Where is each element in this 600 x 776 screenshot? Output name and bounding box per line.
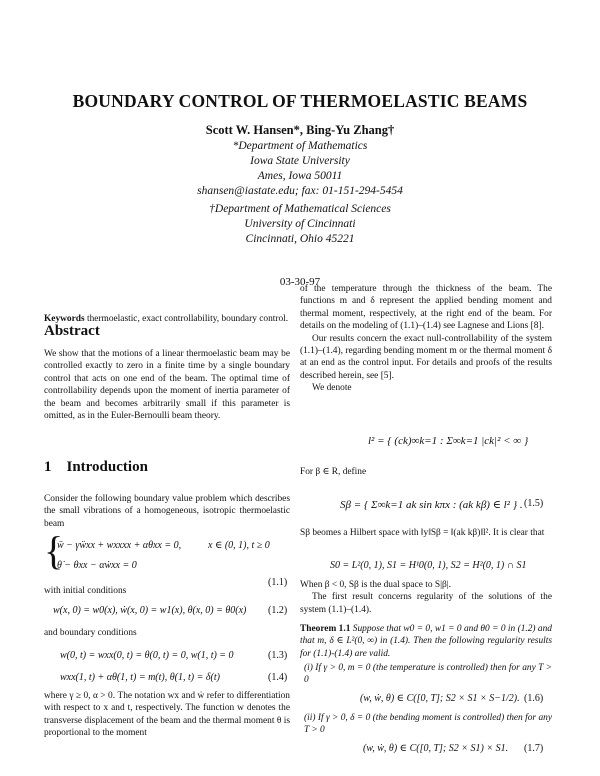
initial-conditions-label: with initial conditions bbox=[44, 586, 127, 596]
aff1-line: *Department of Mathematics bbox=[232, 140, 368, 152]
paragraph: of the temperature through the thickness of the beam. The functions m and δ represent the applied bending moment and thermal moment, respectively, at the right end of the beam. For details on the modeling of (1.1)–(1.4) see Lagnese and Lions [8]. bbox=[300, 284, 552, 332]
paper-authors: Scott W. Hansen*, Bing-Yu Zhang† bbox=[205, 123, 395, 137]
abstract-text bbox=[44, 348, 290, 422]
abstract-heading: Abstract bbox=[44, 323, 100, 339]
theorem-item: (ii) If γ > 0, δ = 0 (the bending moment is controlled) then for any T > 0 bbox=[304, 713, 552, 736]
paragraph: The first result concerns regularity of the solutions of the system (1.1)–(1.4). bbox=[300, 592, 552, 615]
aff2-line: †Department of Mathematical Sciences bbox=[209, 203, 391, 215]
theorem-item: (i) If γ > 0, m = 0 (the temperature is controlled) then for any T > 0 bbox=[304, 663, 552, 686]
l2-definition: l² = { (ck)∞k=1 : Σ∞k=1 |ck|² < ∞ } bbox=[368, 435, 529, 447]
theorem-1-1 bbox=[300, 623, 552, 660]
equation-number: (1.1) bbox=[268, 577, 288, 588]
equation-number: (1.5) bbox=[524, 498, 544, 509]
equation-1-3: w(0, t) = wxx(0, t) = θ(0, t) = 0, w(1, t) = 0 bbox=[60, 650, 234, 661]
equation-number: (1.4) bbox=[268, 672, 288, 683]
paragraph: Sβ beomes a Hilbert space with ‖y‖Sβ = ‖(ak kβ)‖l². It is clear that bbox=[300, 528, 545, 538]
paper-date: 03-30-97 bbox=[279, 276, 321, 288]
paper-title: BOUNDARY CONTROL OF THERMOELASTIC BEAMS bbox=[72, 91, 528, 111]
theorem-text: Suppose that w0 = 0, w1 = 0 and θ0 = 0 in (1.2) and that m, δ ∈ L²(0, ∞) in (1.4). Then the following regularity results for (1.1)-(1.4) are valid. bbox=[300, 624, 552, 659]
intro-paragraph: Consider the following boundary value problem which describes the small vibrations of a homogeneous, isotropic thermoelastic beam bbox=[44, 494, 290, 529]
right-column-text bbox=[300, 283, 552, 395]
theorem-item-2 bbox=[304, 712, 552, 737]
for-beta-text bbox=[300, 466, 552, 478]
affiliation-1 bbox=[0, 139, 600, 199]
theorem-item-1 bbox=[304, 662, 552, 687]
equation-1-1-line1: ẅ − γẅxx + wxxxx + αθxx = 0, bbox=[57, 540, 182, 551]
keywords-text: thermoelastic, exact controllability, boundary control. bbox=[86, 314, 289, 324]
equation-number: (1.6) bbox=[524, 693, 544, 704]
equation-1-1-line2: θ̇ − θxx − αẇxx = 0 bbox=[57, 560, 137, 571]
initial-conditions-text bbox=[44, 585, 290, 597]
aff2-line: University of Cincinnati bbox=[244, 218, 356, 230]
hilbert-text bbox=[300, 527, 552, 539]
abstract-paragraph: We show that the motions of a linear thermoelastic beam may be controlled exactly to zero in a finite time by a single boundary control that acts on one end of the beam. The optimal time of controllability depends upon the moment of inertia parameter of the beam and becomes arbitrarily small if this parameter is omitted, as in the Euler-Bernoulli beam theory. bbox=[44, 349, 290, 422]
section-heading-introduction bbox=[44, 459, 148, 476]
paragraph: Our results concern the exact null-controllability of the system (1.1)–(1.4), regarding bending moment m or the thermal moment δ at an end as the control input. For details and proofs of the results described herein, see [5]. bbox=[300, 333, 552, 381]
intro-text bbox=[44, 493, 290, 530]
boundary-conditions-text bbox=[44, 627, 290, 639]
sobolev-spaces: S0 = L²(0, 1), S1 = H¹0(0, 1), S2 = H²(0, 1) ∩ S1 bbox=[330, 560, 527, 571]
equation-number: (1.7) bbox=[524, 743, 544, 754]
section-title: Introduction bbox=[66, 459, 148, 475]
paragraph: We denote bbox=[312, 383, 352, 394]
aff2-line: Cincinnati, Ohio 45221 bbox=[245, 233, 355, 245]
theorem-label: Theorem 1.1 bbox=[300, 624, 351, 634]
equation-1-1-domain: x ∈ (0, 1), t ≥ 0 bbox=[208, 540, 270, 551]
equation-number: (1.3) bbox=[268, 650, 288, 661]
paragraph: For β ∈ R, define bbox=[300, 467, 367, 477]
aff1-line: Iowa State University bbox=[250, 155, 350, 167]
dual-text bbox=[300, 579, 552, 616]
equation-1-7: (w, ẇ, θ) ∈ C([0, T]; S2 × S1) × S1. bbox=[363, 743, 509, 754]
keywords-label: Keywords bbox=[44, 314, 85, 324]
affiliation-2 bbox=[0, 202, 600, 247]
intro-tail-paragraph: where γ ≥ 0, α > 0. The notation wx and ẇ refer to differentiation with respect to x and t, respectively. The function w denotes the transverse displacement of the beam and the thermal moment θ is proportional to the moment bbox=[44, 691, 290, 739]
equation-number: (1.2) bbox=[268, 605, 288, 616]
boundary-conditions-label: and boundary conditions bbox=[44, 628, 137, 638]
s-beta-definition: Sβ = { Σ∞k=1 ak sin kπx : (ak kβ) ∈ l² } . bbox=[340, 499, 523, 511]
paragraph: When β < 0, Sβ is the dual space to S|β|. bbox=[300, 580, 451, 590]
section-number: 1 bbox=[44, 459, 52, 475]
equation-1-2: w(x, 0) = w0(x), ẇ(x, 0) = w1(x), θ(x, 0) = θ0(x) bbox=[53, 605, 247, 616]
intro-tail-text bbox=[44, 690, 290, 740]
aff1-line: shansen@iastate.edu; fax: 01-151-294-5454 bbox=[197, 185, 403, 197]
equation-brace: { bbox=[44, 528, 64, 573]
equation-1-4: wxx(1, t) + αθ(1, t) = m(t), θ(1, t) = δ(t) bbox=[60, 672, 220, 683]
equation-1-6: (w, ẇ, θ) ∈ C([0, T]; S2 × S1 × S−1/2). bbox=[360, 693, 520, 704]
aff1-line: Ames, Iowa 50011 bbox=[257, 170, 343, 182]
